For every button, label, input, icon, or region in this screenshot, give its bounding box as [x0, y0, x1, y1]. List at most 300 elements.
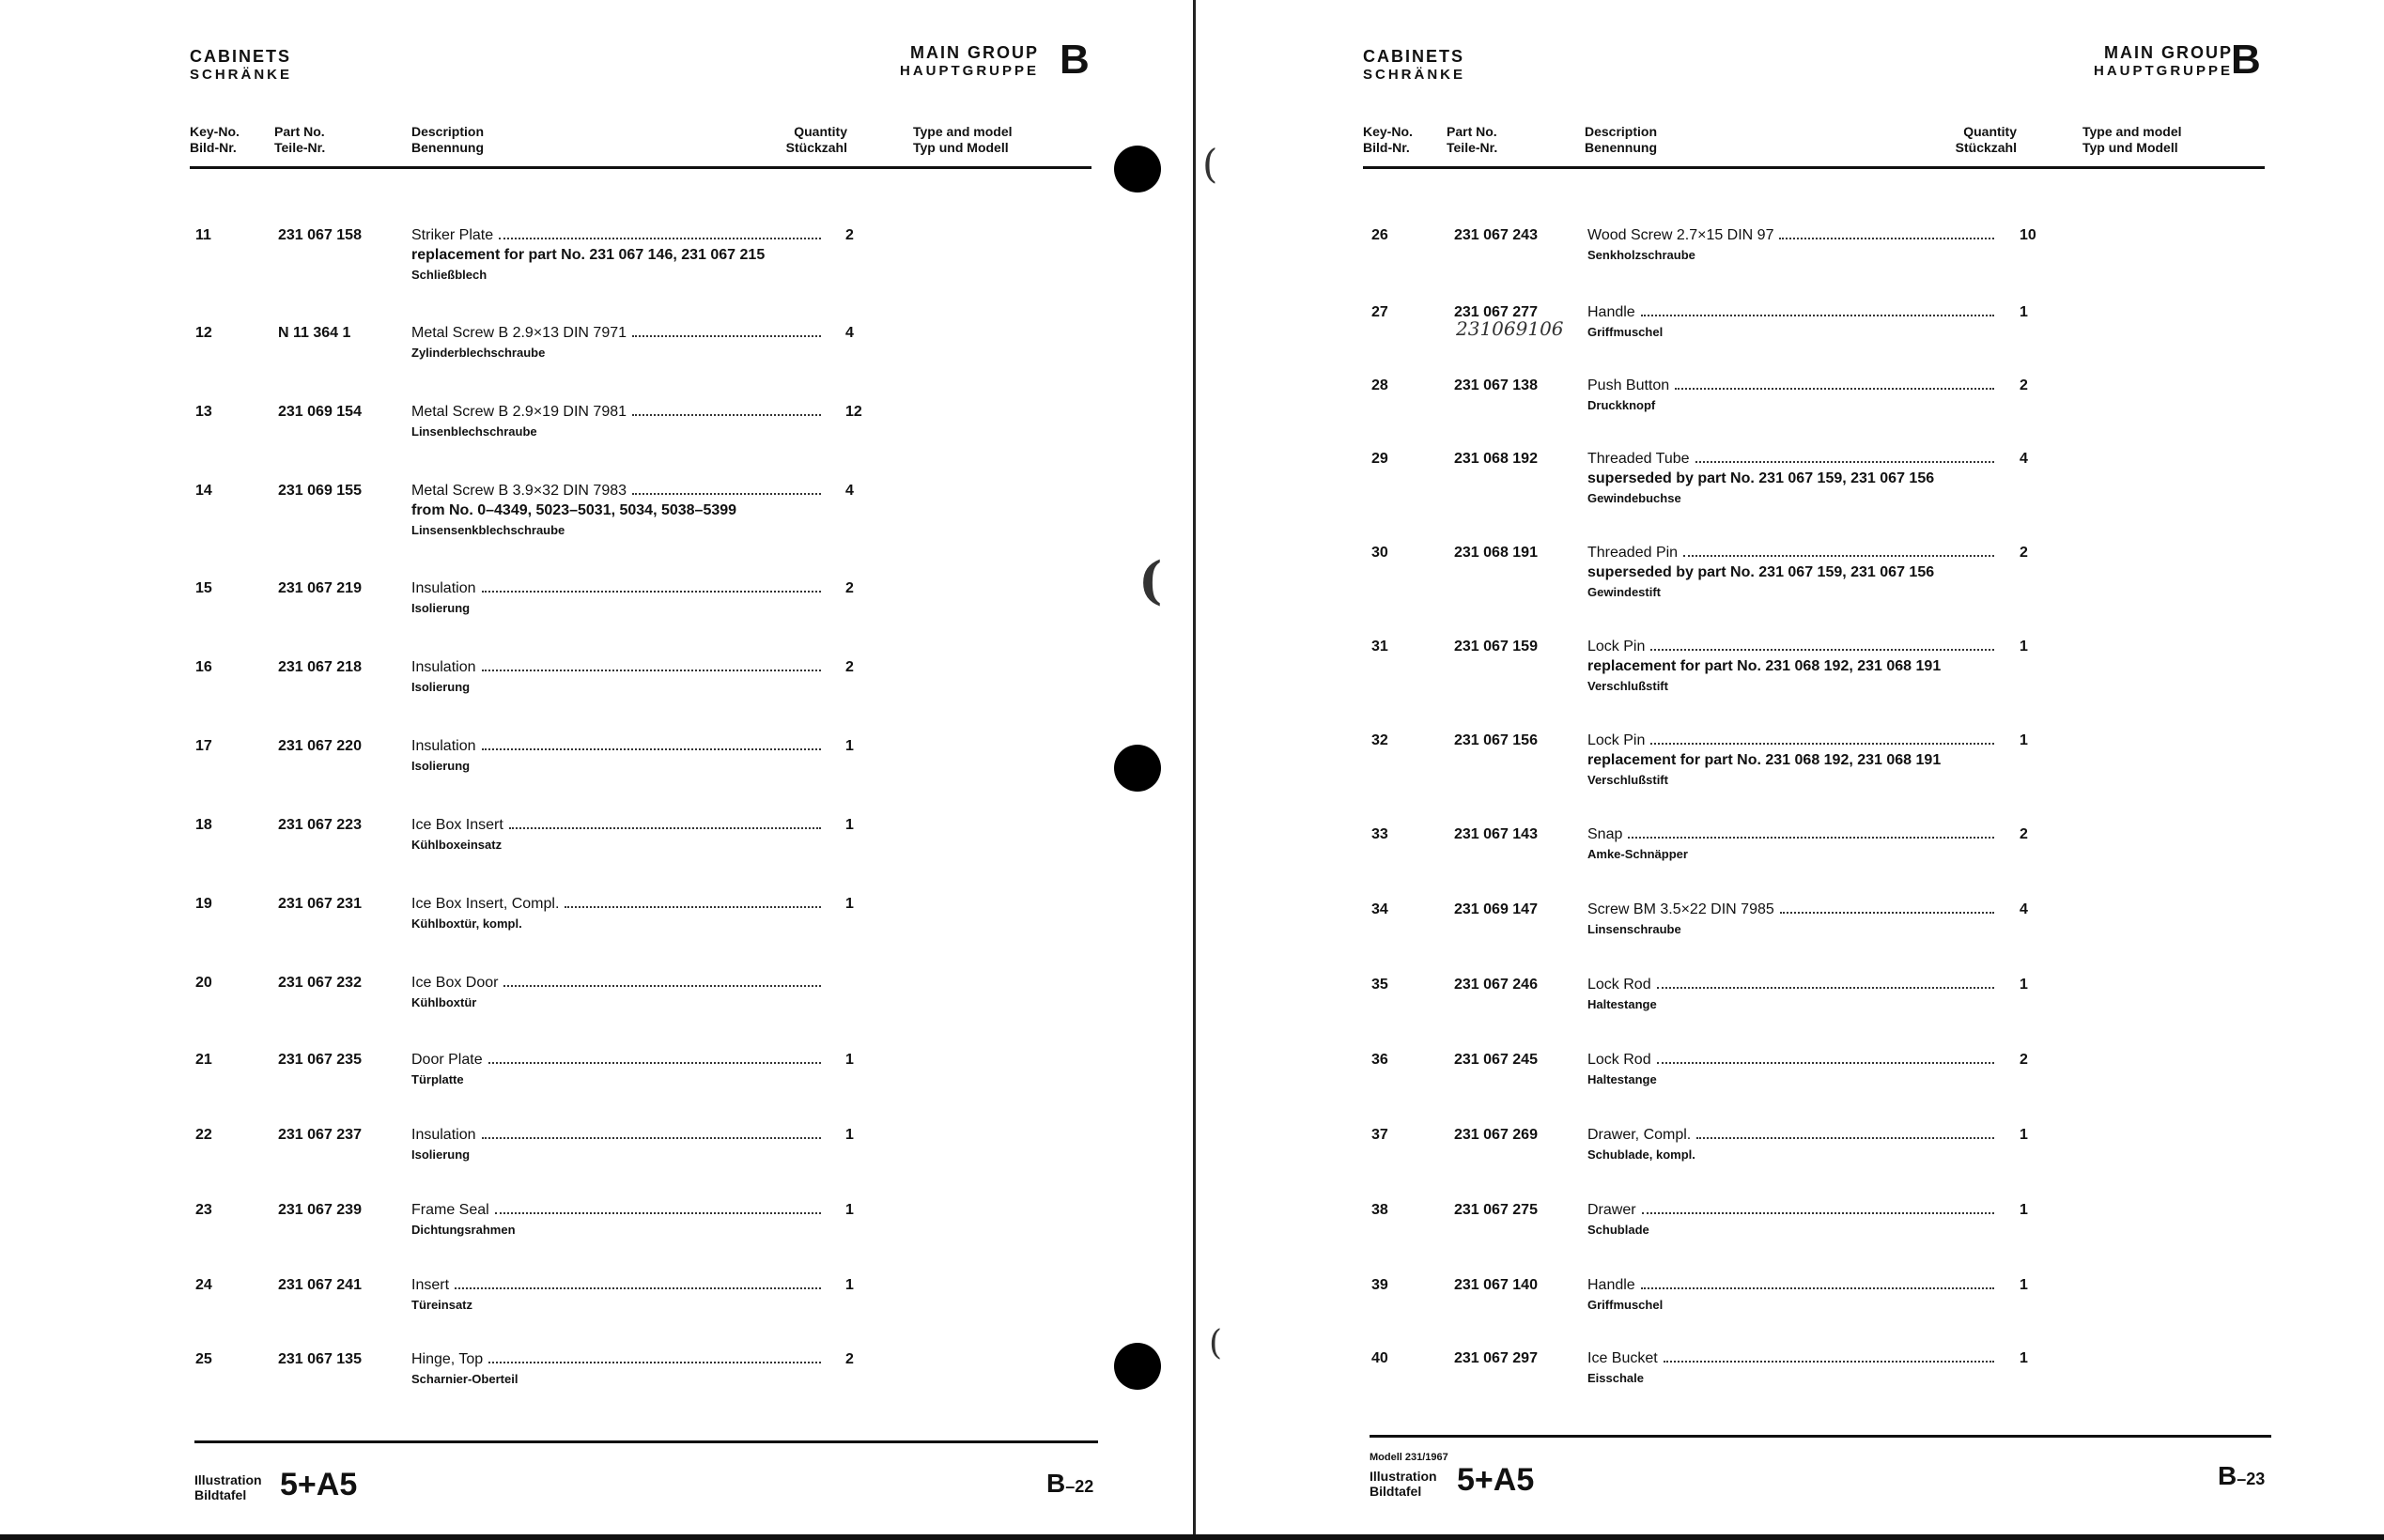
description-de: Haltestange — [1587, 997, 1657, 1011]
description-de: Kühlboxtür — [411, 995, 477, 1009]
description-de: Linsenschraube — [1587, 922, 1681, 936]
quantity: 1 — [845, 1127, 854, 1143]
description — [411, 578, 825, 618]
quantity: 1 — [845, 817, 854, 833]
description-note: superseded by part No. 231 067 159, 231 067 156 — [1587, 564, 1935, 580]
key-number: 32 — [1371, 732, 1388, 748]
part-number: 231 069 154 — [278, 404, 362, 420]
description-line — [411, 657, 825, 677]
dot-leader — [1664, 1361, 1994, 1363]
description — [1587, 1125, 1998, 1164]
dot-leader — [632, 335, 821, 337]
key-number: 27 — [1371, 304, 1388, 320]
part-number: 231 067 138 — [1454, 377, 1538, 393]
part-number: 231 067 220 — [278, 738, 362, 754]
description-note: replacement for part No. 231 068 192, 231 068 191 — [1587, 658, 1942, 674]
group-letter: B — [2231, 37, 2261, 83]
description-en: Striker Plate — [411, 227, 494, 243]
col-type-header — [913, 124, 1013, 156]
main-group-de: HAUPTGRUPPE — [2093, 63, 2233, 79]
col-key-de: Bild-Nr. — [1363, 140, 1410, 155]
main-group-label — [2067, 43, 2233, 81]
description-de: Linsensenkblechschraube — [411, 523, 565, 537]
description-en: Handle — [1587, 304, 1635, 320]
col-key-en: Key-No. — [190, 124, 240, 139]
quantity: 4 — [2020, 451, 2028, 467]
illustration-en: Illustration — [1370, 1469, 1437, 1484]
description-line — [411, 1275, 825, 1295]
page-num: –23 — [2237, 1470, 2266, 1488]
quantity: 12 — [845, 404, 862, 420]
description — [411, 225, 825, 285]
punch-hole-middle — [1114, 745, 1161, 792]
col-desc-de: Benennung — [1585, 140, 1657, 155]
description-de: Haltestange — [1587, 1072, 1657, 1086]
description-en: Hinge, Top — [411, 1351, 484, 1367]
dot-leader — [632, 493, 821, 495]
col-qty-en: Quantity — [1963, 124, 2017, 139]
key-number: 33 — [1371, 826, 1388, 842]
key-number: 31 — [1371, 639, 1388, 654]
description — [1587, 637, 1998, 696]
col-key-en: Key-No. — [1363, 124, 1413, 139]
description-line — [411, 815, 825, 835]
description-de: Kühlboxtür, kompl. — [411, 916, 522, 931]
description — [1587, 1200, 1998, 1240]
description — [411, 323, 825, 362]
description-de: Schließblech — [411, 268, 488, 282]
col-qty-en: Quantity — [794, 124, 847, 139]
scan-bottom-edge — [0, 1534, 2384, 1540]
part-number: 231 067 245 — [1454, 1052, 1538, 1068]
description-en: Threaded Pin — [1587, 545, 1679, 561]
dot-leader — [455, 1287, 821, 1289]
description-line — [411, 1349, 825, 1369]
description-de: Griffmuschel — [1587, 325, 1664, 339]
section-title-en: CABINETS — [190, 47, 292, 66]
description-en: Insulation — [411, 580, 476, 596]
quantity: 2 — [2020, 545, 2028, 561]
description-line — [411, 578, 825, 598]
description-en: Screw BM 3.5×22 DIN 7985 — [1587, 901, 1774, 917]
part-number: 231 067 241 — [278, 1277, 362, 1293]
illustration-en: Illustration — [194, 1472, 262, 1487]
description-en: Snap — [1587, 826, 1623, 842]
dot-leader — [1657, 987, 1994, 989]
dot-leader — [1779, 238, 1994, 239]
description-line — [411, 973, 825, 993]
quantity: 1 — [2020, 977, 2028, 993]
illustration-label — [1370, 1469, 1437, 1499]
key-number: 11 — [195, 227, 211, 243]
col-qty-de: Stückzahl — [1955, 140, 2017, 155]
part-number: 231 067 143 — [1454, 826, 1538, 842]
key-number: 25 — [195, 1351, 212, 1367]
description-note: superseded by part No. 231 067 159, 231 067 156 — [1587, 470, 1935, 486]
dot-leader — [1641, 315, 1994, 316]
quantity: 10 — [2020, 227, 2036, 243]
col-type-en: Type and model — [2082, 124, 2182, 139]
model-label: Modell 231/1967 — [1370, 1452, 1448, 1463]
description-en: Lock Pin — [1587, 732, 1646, 748]
description-line — [1587, 975, 1998, 994]
key-number: 15 — [195, 580, 212, 596]
part-number: 231 067 277 — [1454, 304, 1538, 320]
description — [1587, 824, 1998, 864]
description-de: Zylinderblechschraube — [411, 346, 546, 360]
description-en: Drawer, Compl. — [1587, 1127, 1692, 1143]
description-en: Metal Screw B 2.9×13 DIN 7971 — [411, 325, 627, 341]
header-rule — [1363, 166, 2265, 169]
quantity: 1 — [845, 896, 854, 912]
description-en: Insulation — [411, 738, 476, 754]
dot-leader — [1683, 555, 1994, 557]
part-number: 231 067 159 — [1454, 639, 1538, 654]
col-part-en: Part No. — [1447, 124, 1497, 139]
key-number: 16 — [195, 659, 212, 675]
page-spine — [1193, 0, 1196, 1540]
quantity: 4 — [845, 483, 854, 499]
description — [1587, 1348, 1998, 1388]
key-number: 29 — [1371, 451, 1388, 467]
dot-leader — [482, 1137, 822, 1139]
dot-leader — [488, 1062, 821, 1064]
main-group-label — [874, 43, 1039, 81]
description-line — [411, 736, 825, 756]
footer-rule — [1370, 1435, 2271, 1438]
quantity: 1 — [845, 1277, 854, 1293]
illustration-de: Bildtafel — [194, 1487, 247, 1502]
description-line — [411, 402, 825, 422]
col-part-de: Teile-Nr. — [1447, 140, 1498, 155]
section-title-de: SCHRÄNKE — [1363, 67, 1466, 83]
illustration-number: 5+A5 — [1457, 1462, 1535, 1498]
page-number — [2218, 1461, 2265, 1491]
description — [411, 481, 825, 540]
dot-leader — [509, 827, 821, 829]
description-line — [411, 1200, 825, 1220]
quantity: 1 — [2020, 732, 2028, 748]
quantity: 1 — [2020, 1202, 2028, 1218]
description-de: Kühlboxeinsatz — [411, 838, 503, 852]
key-number: 23 — [195, 1202, 212, 1218]
key-number: 20 — [195, 975, 212, 991]
handwritten-note: 231069106 — [1456, 317, 1564, 340]
description-line — [1587, 1348, 1998, 1368]
main-group-en: MAIN GROUP — [2104, 43, 2233, 62]
part-number: 231 069 155 — [278, 483, 362, 499]
description-en: Ice Bucket — [1587, 1350, 1658, 1366]
description-line — [1587, 900, 1998, 919]
page-prefix: B — [1046, 1469, 1066, 1498]
description-note: replacement for part No. 231 067 146, 231 067 215 — [411, 247, 766, 263]
col-desc-en: Description — [411, 124, 485, 139]
description-en: Lock Rod — [1587, 1052, 1651, 1068]
col-type-en: Type and model — [913, 124, 1013, 139]
quantity: 1 — [2020, 1350, 2028, 1366]
quantity: 1 — [845, 738, 854, 754]
description-en: Handle — [1587, 1277, 1635, 1293]
description-en: Metal Screw B 2.9×19 DIN 7981 — [411, 404, 627, 420]
col-desc-header — [411, 124, 484, 156]
part-number: 231 067 239 — [278, 1202, 362, 1218]
part-number: 231 067 237 — [278, 1127, 362, 1143]
key-number: 34 — [1371, 901, 1388, 917]
description-line — [1587, 449, 1998, 469]
description-en: Ice Box Door — [411, 975, 499, 991]
description-line — [1587, 302, 1998, 322]
description-en: Insert — [411, 1277, 450, 1293]
key-number: 39 — [1371, 1277, 1388, 1293]
part-number: 231 067 243 — [1454, 227, 1538, 243]
description-line — [411, 1125, 825, 1145]
key-number: 18 — [195, 817, 212, 833]
part-number: 231 067 246 — [1454, 977, 1538, 993]
page-number — [1046, 1469, 1093, 1499]
description — [411, 1125, 825, 1164]
description-line — [1587, 637, 1998, 656]
dot-leader — [499, 238, 821, 239]
description — [411, 1349, 825, 1389]
key-number: 14 — [195, 483, 212, 499]
key-number: 35 — [1371, 977, 1388, 993]
description-de: Gewindestift — [1587, 585, 1662, 599]
punch-hole-top — [1114, 146, 1161, 192]
key-number: 24 — [195, 1277, 212, 1293]
key-number: 13 — [195, 404, 212, 420]
description-de: Verschlußstift — [1587, 773, 1668, 787]
part-number: 231 068 192 — [1454, 451, 1538, 467]
dot-leader — [1642, 1212, 1994, 1214]
description-line — [411, 894, 825, 914]
key-number: 19 — [195, 896, 212, 912]
dot-leader — [1628, 837, 1994, 839]
col-part-en: Part No. — [274, 124, 325, 139]
description-line — [1587, 1125, 1998, 1145]
description-de: Isolierung — [411, 1147, 471, 1162]
quantity: 4 — [2020, 901, 2028, 917]
description — [411, 815, 825, 855]
key-number: 26 — [1371, 227, 1388, 243]
key-number: 22 — [195, 1127, 212, 1143]
description — [1587, 376, 1998, 415]
page-prefix: B — [2218, 1461, 2237, 1490]
description-en: Ice Box Insert — [411, 817, 503, 833]
description-en: Lock Rod — [1587, 977, 1651, 993]
punch-hole-bottom — [1114, 1343, 1161, 1390]
col-desc-de: Benennung — [411, 140, 484, 155]
key-number: 40 — [1371, 1350, 1388, 1366]
col-part-header — [1447, 124, 1497, 156]
description-de: Türplatte — [411, 1072, 464, 1086]
dot-leader — [482, 748, 822, 750]
illustration-label — [194, 1472, 262, 1502]
description-en: Ice Box Insert, Compl. — [411, 896, 560, 912]
description-en: Insulation — [411, 1127, 476, 1143]
main-group-en: MAIN GROUP — [910, 43, 1039, 62]
quantity: 1 — [2020, 304, 2028, 320]
col-type-de: Typ und Modell — [2082, 140, 2178, 155]
description-de: Verschlußstift — [1587, 679, 1668, 693]
description-line — [1587, 1275, 1998, 1295]
description — [411, 1275, 825, 1315]
description-line — [1587, 1200, 1998, 1220]
col-type-de: Typ und Modell — [913, 140, 1009, 155]
col-key-de: Bild-Nr. — [190, 140, 237, 155]
key-number: 28 — [1371, 377, 1388, 393]
bracket-mark-icon: ( — [1138, 550, 1163, 610]
description-en: Wood Screw 2.7×15 DIN 97 — [1587, 227, 1774, 243]
description — [1587, 225, 1998, 265]
col-desc-header — [1585, 124, 1657, 156]
part-number: 231 067 231 — [278, 896, 362, 912]
description-de: Gewindebuchse — [1587, 491, 1681, 505]
description — [411, 1200, 825, 1240]
quantity: 1 — [2020, 639, 2028, 654]
description-note: from No. 0–4349, 5023–5031, 5034, 5038–5399 — [411, 502, 737, 518]
col-qty-header — [1923, 124, 2017, 156]
description-de: Linsenblechschraube — [411, 424, 537, 439]
key-number: 36 — [1371, 1052, 1388, 1068]
part-number: N 11 364 1 — [278, 325, 351, 341]
quantity: 2 — [2020, 377, 2028, 393]
description-en: Push Button — [1587, 377, 1670, 393]
description-de: Senkholzschraube — [1587, 248, 1695, 262]
description-de: Druckknopf — [1587, 398, 1656, 412]
part-number: 231 067 156 — [1454, 732, 1538, 748]
col-type-header — [2082, 124, 2182, 156]
description-de: Isolierung — [411, 759, 471, 773]
description-de: Isolierung — [411, 680, 471, 694]
dot-leader — [632, 414, 821, 416]
description-line — [1587, 1050, 1998, 1070]
section-title-en: CABINETS — [1363, 47, 1465, 66]
header-rule — [190, 166, 1091, 169]
quantity: 1 — [845, 1202, 854, 1218]
part-number: 231 067 140 — [1454, 1277, 1538, 1293]
section-title — [190, 47, 292, 85]
description — [411, 1050, 825, 1089]
dot-leader — [482, 670, 822, 671]
description-line — [1587, 824, 1998, 844]
part-number: 231 067 219 — [278, 580, 362, 596]
part-number: 231 067 235 — [278, 1052, 362, 1068]
description — [1587, 1050, 1998, 1089]
quantity: 2 — [845, 227, 854, 243]
col-qty-de: Stückzahl — [785, 140, 847, 155]
key-number: 21 — [195, 1052, 212, 1068]
dot-leader — [1650, 743, 1994, 745]
dot-leader — [503, 985, 821, 987]
description-de: Griffmuschel — [1587, 1298, 1664, 1312]
part-number: 231 068 191 — [1454, 545, 1538, 561]
main-group-de: HAUPTGRUPPE — [899, 63, 1039, 79]
description-de: Amke-Schnäpper — [1587, 847, 1688, 861]
dot-leader — [1675, 388, 1994, 390]
illustration-number: 5+A5 — [280, 1467, 358, 1502]
description-de: Schublade — [1587, 1223, 1649, 1237]
part-number: 231 067 158 — [278, 227, 362, 243]
description — [411, 973, 825, 1012]
description — [411, 736, 825, 776]
description-en: Insulation — [411, 659, 476, 675]
section-title — [1363, 47, 1465, 85]
quantity: 2 — [845, 659, 854, 675]
quantity: 2 — [845, 1351, 854, 1367]
quantity: 1 — [2020, 1277, 2028, 1293]
description-en: Threaded Tube — [1587, 451, 1690, 467]
part-number: 231 067 275 — [1454, 1202, 1538, 1218]
dot-leader — [1696, 1137, 1994, 1139]
description — [1587, 900, 1998, 939]
quantity: 4 — [845, 325, 854, 341]
curve-mark-bottom-icon: ( — [1209, 1324, 1223, 1363]
part-number: 231 067 297 — [1454, 1350, 1538, 1366]
dot-leader — [488, 1362, 821, 1363]
description — [1587, 1275, 1998, 1315]
part-number: 231 069 147 — [1454, 901, 1538, 917]
description-en: Door Plate — [411, 1052, 483, 1068]
description-note: replacement for part No. 231 068 192, 231 068 191 — [1587, 752, 1942, 768]
quantity: 1 — [2020, 1127, 2028, 1143]
description — [1587, 449, 1998, 508]
col-qty-header — [751, 124, 847, 156]
dot-leader — [1650, 649, 1994, 651]
dot-leader — [1780, 912, 1994, 914]
illustration-de: Bildtafel — [1370, 1484, 1422, 1499]
part-number: 231 067 218 — [278, 659, 362, 675]
description — [1587, 731, 1998, 790]
dot-leader — [1657, 1062, 1994, 1064]
description-en: Drawer — [1587, 1202, 1636, 1218]
description-line — [411, 481, 825, 500]
description-line — [1587, 543, 1998, 562]
description-line — [411, 323, 825, 343]
part-number: 231 067 135 — [278, 1351, 362, 1367]
dot-leader — [495, 1212, 821, 1214]
description — [1587, 975, 1998, 1014]
footer-rule — [194, 1440, 1098, 1443]
part-number: 231 067 223 — [278, 817, 362, 833]
part-number: 231 067 232 — [278, 975, 362, 991]
key-number: 37 — [1371, 1127, 1388, 1143]
page-num: –22 — [1065, 1477, 1094, 1496]
key-number: 38 — [1371, 1202, 1388, 1218]
col-part-header — [274, 124, 325, 156]
key-number: 30 — [1371, 545, 1388, 561]
section-title-de: SCHRÄNKE — [190, 67, 293, 83]
description — [411, 402, 825, 441]
description-en: Lock Pin — [1587, 639, 1646, 654]
part-number: 231 067 269 — [1454, 1127, 1538, 1143]
col-desc-en: Description — [1585, 124, 1658, 139]
description-line — [1587, 225, 1998, 245]
description — [1587, 543, 1998, 602]
dot-leader — [1641, 1287, 1994, 1289]
description-de: Isolierung — [411, 601, 471, 615]
col-key-header — [1363, 124, 1413, 156]
description — [411, 894, 825, 933]
description-de: Dichtungsrahmen — [411, 1223, 516, 1237]
quantity: 2 — [845, 580, 854, 596]
quantity: 2 — [2020, 1052, 2028, 1068]
description — [1587, 302, 1998, 342]
curve-mark-icon: ( — [1202, 141, 1218, 187]
dot-leader — [565, 906, 821, 908]
description-de: Eisschale — [1587, 1371, 1644, 1385]
description — [411, 657, 825, 697]
description-de: Türeinsatz — [411, 1298, 473, 1312]
